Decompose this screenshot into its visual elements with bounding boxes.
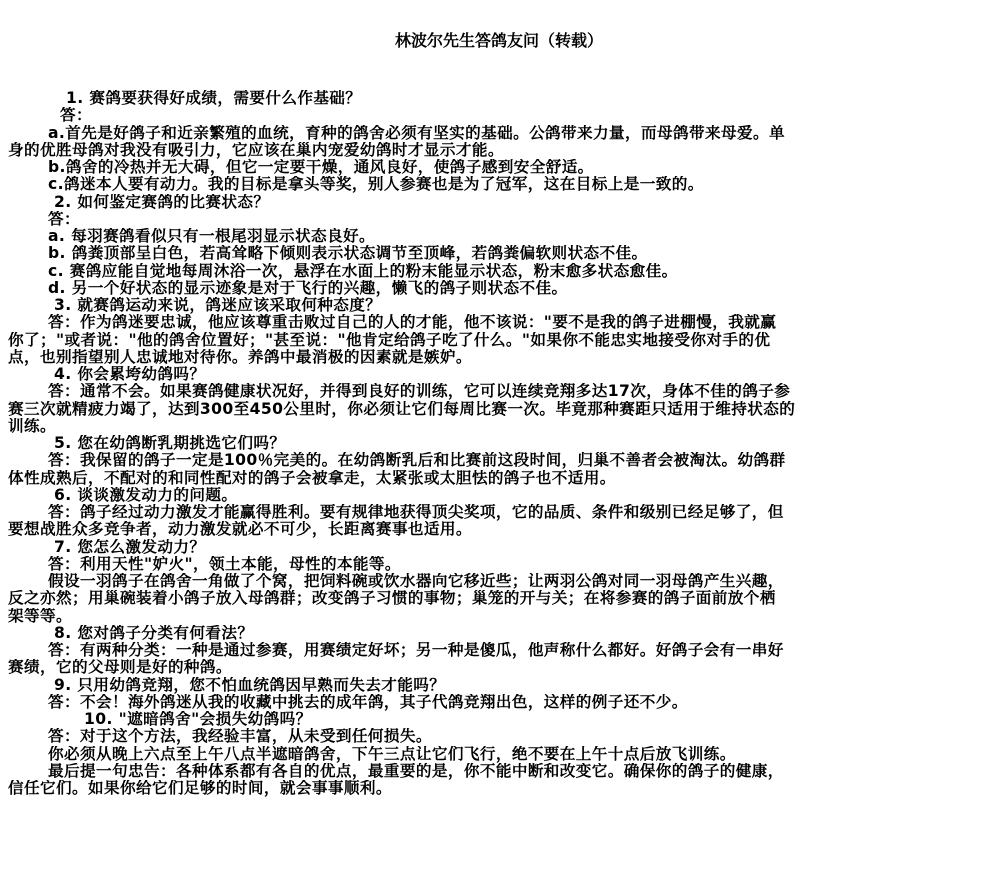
answer-10-line-1: 答：对于这个方法，我经验丰富，从未受到任何损失。 — [48, 728, 432, 746]
answer-7-line-2: 假设一羽鸽子在鸽舍一角做了个窝，把饲料碗或饮水器向它移近些；让两羽公鸽对同一羽母鸽产生兴趣， — [48, 573, 784, 590]
answer-8-line-1: 答：有两种分类：一种是通过参赛，用赛绩定好坏；另一种是傻瓜，他声称什么都好。好鸽子会有一串好 — [48, 642, 784, 659]
question-9: 9. 只用幼鸽竞翔，您不怕血统鸽因早熟而失去才能吗？ — [54, 676, 446, 694]
answer-7-line-1: 答：利用天性"妒火"，领土本能，母性的本能等。 — [48, 555, 401, 573]
closing-advice-line-2: 信任它们。如果你给它们足够的时间，就会事事顺利。 — [8, 780, 392, 797]
answer-label-1: 答： — [60, 107, 92, 125]
answer-6-line-1: 答：鸽子经过动力激发才能赢得胜利。要有规律地获得顶尖奖项，它的品质、条件和级别已经足够了，但 — [48, 504, 784, 521]
question-8: 8. 您对鸽子分类有何看法？ — [54, 624, 254, 642]
answer-1b: b.鸽舍的冷热并无大碍，但它一定要干燥，通风良好，使鸽子感到安全舒适。 — [48, 159, 594, 176]
question-4: 4. 你会累垮幼鸽吗？ — [54, 366, 206, 383]
answer-4-line-2: 赛三次就精疲力竭了，达到300至450公里时，你必须让它们每周比赛一次。毕竟那种赛距只适用于维持状态的 — [8, 400, 796, 418]
question-7: 7. 您怎么激发动力？ — [54, 538, 206, 556]
question-2: 2. 如何鉴定赛鸽的比赛状态？ — [54, 193, 270, 211]
question-3: 3. 就赛鸽运动来说，鸽迷应该采取何种态度？ — [54, 297, 382, 314]
answer-8-line-2: 赛绩，它的父母则是好的种鸽。 — [8, 659, 232, 677]
answer-1a-line-2: 身的优胜母鸽对我没有吸引力，它应该在巢内宠爱幼鸽时才显示才能。 — [8, 141, 504, 159]
question-1: 1. 赛鸽要获得好成绩，需要什么作基础？ — [66, 90, 362, 107]
answer-1c: c.鸽迷本人要有动力。我的目标是拿头等奖，别人参赛也是为了冠军，这在目标上是一致的。 — [48, 176, 704, 194]
answer-7-line-3: 反之亦然；用巢碗装着小鸽子放入母鸽群；改变鸽子习惯的事物；巢笼的开与关；在将参赛的鸽子面前放个栖 — [8, 590, 776, 608]
answer-7-line-4: 架等等。 — [8, 607, 72, 625]
answer-label-2: 答： — [48, 210, 80, 228]
answer-6-line-2: 要想战胜众多竞争者，动力激发就必不可少，长距离赛事也适用。 — [8, 521, 472, 539]
question-10: 10. "遮暗鸽舍"会损失幼鸽吗？ — [84, 711, 312, 728]
question-6: 6. 谈谈激发动力的问题。 — [54, 486, 238, 504]
question-5: 5. 您在幼鸽断乳期挑选它们吗？ — [54, 435, 286, 452]
answer-4-line-3: 训练。 — [8, 417, 56, 435]
answer-2c: c. 赛鸽应能自觉地每周沐浴一次，悬浮在水面上的粉末能显示状态，粉末愈多状态愈佳。 — [48, 262, 678, 280]
answer-2d: d. 另一个好状态的显示迹象是对于飞行的兴趣，懒飞的鸽子则状态不佳。 — [48, 279, 568, 297]
answer-2a: a. 每羽赛鸽看似只有一根尾羽显示状态良好。 — [48, 228, 375, 245]
answer-5-line-1: 答：我保留的鸽子一定是100％完美的。在幼鸽断乳后和比赛前这段时间，归巢不善者会被淘汰。幼鸽群 — [48, 452, 786, 470]
answer-5-line-2: 体性成熟后，不配对的和同性配对的鸽子会被拿走，太紧张或太胆怯的鸽子也不适用。 — [8, 469, 616, 487]
answer-10-line-2: 你必须从晚上六点至上午八点半遮暗鸽舍，下午三点让它们飞行，绝不要在上午十点后放飞训练。 — [48, 745, 736, 763]
answer-3-line-3: 点，也别指望别人忠诚地对待你。养鸽中最消极的因素就是嫉妒。 — [8, 348, 472, 366]
answer-3-line-2: 你了；"或者说："他的鸽舍位置好；"甚至说："他肯定给鸽子吃了什么。"如果你不能忠实地接受你对手的优 — [8, 331, 771, 349]
answer-4-line-1: 答：通常不会。如果赛鸽健康状况好，并得到良好的训练，它可以连续竞翔多达17次，身体不佳的鸽子参 — [48, 383, 791, 401]
document-title: 林波尔先生答鸽友问（转载） — [394, 31, 603, 50]
answer-9: 答：不会！海外鸽迷从我的收藏中挑去的成年鸽，其子代鸽竞翔出色，这样的例子还不少。 — [48, 693, 688, 711]
closing-advice-line-1: 最后提一句忠告：各种体系都有各自的优点，最重要的是，你不能中断和改变它。确保你的鸽子的健康， — [48, 762, 784, 780]
answer-2b: b. 鸽粪顶部呈白色，若高耸略下倾则表示状态调节至顶峰，若鸽粪偏软则状态不佳。 — [48, 245, 648, 263]
document-body — [8, 90, 990, 797]
answer-1a-line-1: a.首先是好鸽子和近亲繁殖的血统，育种的鸽舍必须有坚实的基础。公鸽带来力量，而母鸽带来母爱。单 — [48, 124, 785, 142]
answer-3-line-1: 答：作为鸽迷要忠诚，他应该尊重击败过自己的人的才能，他不该说："要不是我的鸽子进棚慢，我就赢 — [48, 314, 777, 332]
